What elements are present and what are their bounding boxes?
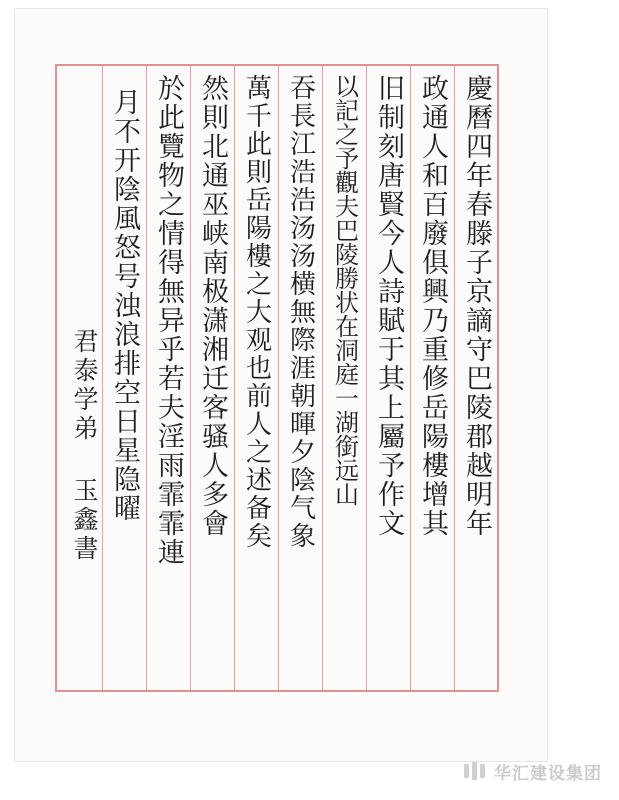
column-text: 月不开陰風怒号浊浪排空日星隐曜 — [109, 88, 140, 523]
text-column-7 — [192, 66, 232, 690]
watermark — [462, 758, 602, 784]
column-rule — [146, 66, 147, 690]
column-rule — [190, 66, 191, 690]
text-column-9 — [104, 66, 144, 690]
text-column-6 — [236, 66, 276, 690]
text-column-2 — [412, 66, 452, 690]
column-text: 吞長江浩浩汤汤横無際涯朝暉夕陰气象 — [285, 74, 316, 550]
text-column-8 — [148, 66, 188, 690]
brand-logo-icon — [462, 761, 488, 781]
column-text: 於此覽物之情得無异乎若夫淫雨霏霏連 — [153, 74, 184, 567]
text-column-3 — [368, 66, 408, 690]
column-text: 萬千此則岳陽樓之大观也前人之述备矣 — [241, 74, 272, 550]
column-rule — [322, 66, 323, 690]
column-rule — [410, 66, 411, 690]
column-text: 然則北通巫峡南极潇湘迁客骚人多會 — [197, 74, 228, 538]
text-column-1 — [456, 66, 496, 690]
column-rule — [102, 66, 103, 690]
text-column-5 — [280, 66, 320, 690]
signature-text: 君泰学弟 玉鑫書 — [70, 328, 99, 564]
column-text: 以記之予觀夫巴陵勝状在洞庭一湖銜远山 — [330, 74, 359, 506]
column-rule — [366, 66, 367, 690]
text-column-4 — [324, 66, 364, 690]
column-rule — [454, 66, 455, 690]
column-text: 慶曆四年春滕子京謫守巴陵郡越明年 — [461, 74, 492, 538]
watermark-text: 华汇建设集团 — [494, 763, 602, 783]
column-rule — [234, 66, 235, 690]
column-text: 政通人和百廢俱興乃重修岳陽樓增其 — [417, 74, 448, 538]
column-rule — [278, 66, 279, 690]
signature — [66, 328, 102, 628]
column-text: 旧制刻唐賢今人詩賦于其上屬予作文 — [373, 74, 404, 538]
